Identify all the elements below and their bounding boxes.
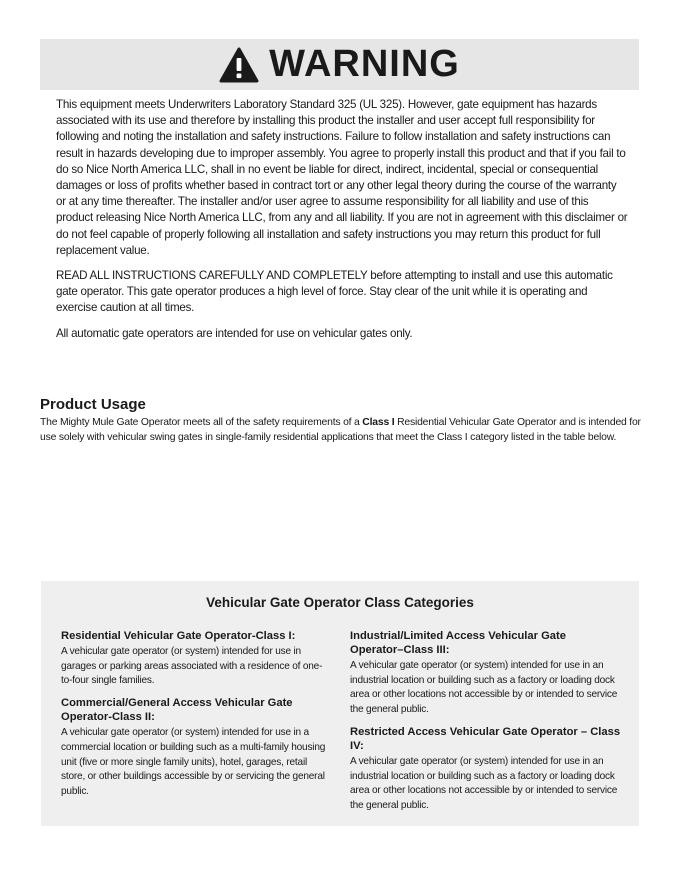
class-column-right xyxy=(350,629,622,821)
class-description: A vehicular gate operator (or system) intended for use in an industrial location or building such as a factory or loading dock area or other locations not accessible by or intended to service the general public. xyxy=(350,660,618,716)
class-categories-title: Vehicular Gate Operator Class Categories xyxy=(206,595,474,610)
class-categories-box xyxy=(41,581,639,826)
class-name: Residential Vehicular Gate Operator-Class I: xyxy=(61,630,296,642)
warning-triangle-icon xyxy=(219,47,259,83)
warning-paragraph-liability: This equipment meets Underwriters Laboratory Standard 325 (UL 325). However, gate equipment has hazards associated with its use and therefore by installing this product the installer and user accept full responsibility for following and noting the installation and safety instructions. Failure to follow installation and safety instructions can result in hazards developing due to improper assembly. You agree to properly install this product and that if you fail to do so Nice North America LLC, shall in no event be liable for direct, indirect, incidental, special or consequential damages or loss of profits whether based in contract tort or any other legal theory during the course of the warranty or at any time thereafter. The installer and/or user agree to assume responsibility for all liability and use of this product releasing Nice North America LLC, from any and all liability. If you are not in agreement with this disclaimer or do not feel capable of properly following all installation and safety instructions you may return this product for full replacement value. xyxy=(56,98,628,257)
warning-body xyxy=(56,97,628,351)
class-entry-class-iv xyxy=(350,725,622,814)
class-entry-class-iii xyxy=(350,629,622,718)
warning-banner xyxy=(40,39,639,90)
class-name: Industrial/Limited Access Vehicular Gate Operator–Class III: xyxy=(350,630,566,656)
usage-text-class: Class I xyxy=(362,417,395,428)
class-entry-class-i xyxy=(61,629,329,689)
usage-text-after: Residential Vehicular Gate Operator and is intended for use solely with vehicular swing gates in single-family residential applications that meet the Class I category listed in the table below. xyxy=(40,417,641,443)
class-name: Commercial/General Access Vehicular Gate Operator-Class II: xyxy=(61,697,293,724)
class-description: A vehicular gate operator (or system) intended for use in garages or parking areas associated with a residence of one-to-four single families. xyxy=(61,646,323,687)
product-usage-text xyxy=(40,416,642,445)
product-usage-heading: Product Usage xyxy=(40,396,146,413)
warning-paragraph-instructions: READ ALL INSTRUCTIONS CAREFULLY AND COMPLETELY before attempting to install and use this automatic gate operator. This gate operator produces a high level of force. Stay clear of the unit while it is operating and exercise caution at all times. xyxy=(56,269,613,315)
class-name: Restricted Access Vehicular Gate Operator – Class IV: xyxy=(350,725,621,752)
usage-text-before: The Mighty Mule Gate Operator meets all of the safety requirements of a xyxy=(40,417,363,428)
class-description: A vehicular gate operator (or system) intended for use in an industrial location or building such as a factory or loading dock area or other locations not accessible by or intended to service the general public. xyxy=(350,755,618,811)
warning-paragraph-vehicular: All automatic gate operators are intended for use on vehicular gates only. xyxy=(56,326,413,340)
class-description: A vehicular gate operator (or system) intended for use in a commercial location or building such as a multi-family housing unit (five or more single family units), hotel, garages, retail store, or other buildings accessible by or servicing the general public. xyxy=(61,727,326,797)
class-entry-class-ii xyxy=(61,696,329,800)
class-column-left xyxy=(61,629,329,807)
warning-title: WARNING xyxy=(269,43,460,85)
